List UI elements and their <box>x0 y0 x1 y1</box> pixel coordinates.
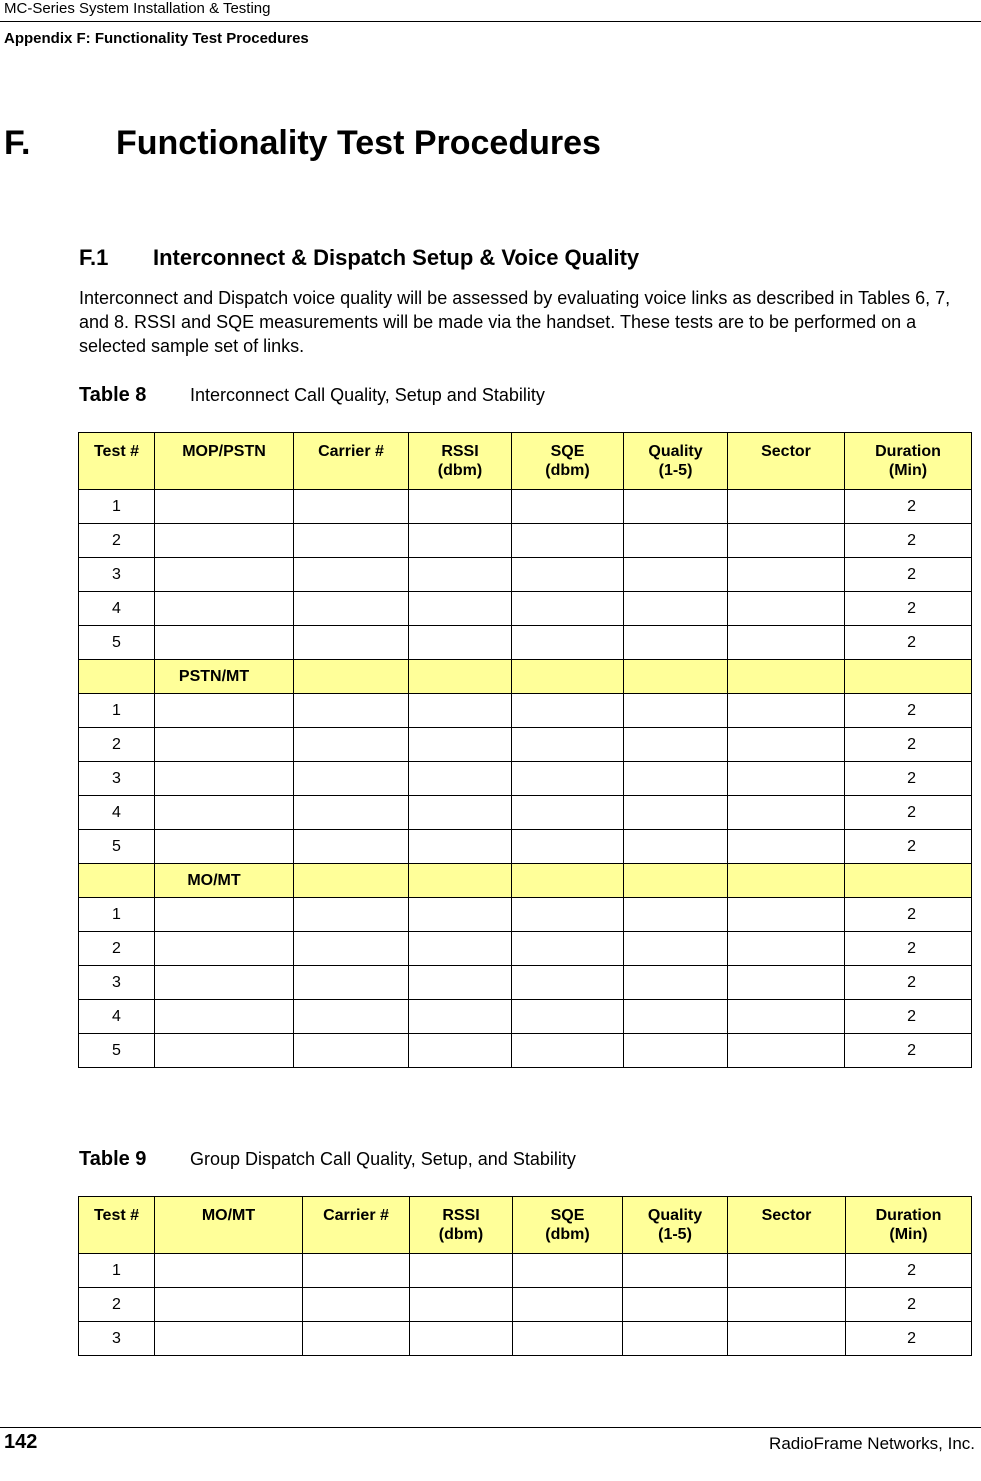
empty-cell <box>155 694 294 728</box>
intro-paragraph: Interconnect and Dispatch voice quality will be assessed by evaluating voice links as described in Tables 6, 7, and 8. RSSI and SQE measurements will be made via the handset. These tests are to be performed on a selected sample set of links. <box>79 288 951 356</box>
table9-caption <box>79 1148 576 1171</box>
empty-cell <box>623 1254 728 1288</box>
duration-cell: 2 <box>845 592 972 626</box>
empty-cell <box>728 932 845 966</box>
table8-group-row <box>79 660 972 694</box>
empty-cell <box>623 1288 728 1322</box>
table9-header-cell: RSSI (dbm) <box>410 1197 513 1254</box>
empty-cell <box>728 898 845 932</box>
table-row <box>79 898 972 932</box>
empty-cell <box>512 626 624 660</box>
empty-cell <box>728 592 845 626</box>
duration-cell: 2 <box>845 796 972 830</box>
test-number-cell: 1 <box>79 898 155 932</box>
empty-cell <box>728 864 845 898</box>
table-row <box>79 524 972 558</box>
empty-cell <box>79 864 155 898</box>
table8-header-cell: Sector <box>728 433 845 490</box>
empty-cell <box>294 694 409 728</box>
duration-cell: 2 <box>846 1322 972 1356</box>
page-number: 142 <box>4 1431 38 1453</box>
empty-cell <box>728 660 845 694</box>
section-number: F.1 <box>79 245 109 270</box>
empty-cell <box>512 762 624 796</box>
table8-header-cell: Duration (Min) <box>845 433 972 490</box>
section-heading <box>79 245 639 271</box>
table-row <box>79 1000 972 1034</box>
table9-header-cell: Sector <box>728 1197 846 1254</box>
empty-cell <box>409 932 512 966</box>
duration-cell: 2 <box>846 1288 972 1322</box>
test-number-cell: 3 <box>79 1322 155 1356</box>
test-number-cell: 2 <box>79 728 155 762</box>
empty-cell <box>155 762 294 796</box>
empty-cell <box>624 1034 728 1068</box>
empty-cell <box>728 728 845 762</box>
empty-cell <box>512 728 624 762</box>
empty-cell <box>512 1034 624 1068</box>
table8-header-cell: Quality (1-5) <box>624 433 728 490</box>
empty-cell <box>410 1254 513 1288</box>
empty-cell <box>409 728 512 762</box>
test-number-cell: 5 <box>79 830 155 864</box>
empty-cell <box>624 864 728 898</box>
section-title: Interconnect & Dispatch Setup & Voice Quality <box>153 245 640 270</box>
empty-cell <box>728 524 845 558</box>
table8-group-row <box>79 864 972 898</box>
test-number-cell: 3 <box>79 558 155 592</box>
chapter-title: Functionality Test Procedures <box>116 124 601 162</box>
empty-cell <box>294 1000 409 1034</box>
empty-cell <box>624 558 728 592</box>
table9-header-cell: MO/MT <box>155 1197 303 1254</box>
empty-cell <box>155 1254 303 1288</box>
duration-cell: 2 <box>845 966 972 1000</box>
group-label: MO/MT <box>155 864 294 898</box>
running-header-title: MC-Series System Installation & Testing <box>4 0 271 17</box>
chapter-heading <box>4 124 601 163</box>
duration-cell: 2 <box>845 558 972 592</box>
empty-cell <box>728 626 845 660</box>
header-rule <box>0 21 981 22</box>
empty-cell <box>294 558 409 592</box>
empty-cell <box>155 898 294 932</box>
empty-cell <box>728 1000 845 1034</box>
empty-cell <box>294 762 409 796</box>
empty-cell <box>410 1288 513 1322</box>
table-row <box>79 1034 972 1068</box>
table-row <box>79 490 972 524</box>
empty-cell <box>728 1288 846 1322</box>
table9-header-cell: Carrier # <box>303 1197 410 1254</box>
empty-cell <box>409 626 512 660</box>
empty-cell <box>512 932 624 966</box>
footer-rule <box>0 1427 981 1428</box>
empty-cell <box>294 898 409 932</box>
table9-header-cell: Quality (1-5) <box>623 1197 728 1254</box>
empty-cell <box>512 558 624 592</box>
group-label: PSTN/MT <box>155 660 294 694</box>
empty-cell <box>155 626 294 660</box>
table9-header-cell: Test # <box>79 1197 155 1254</box>
table-row <box>79 1254 972 1288</box>
empty-cell <box>512 1000 624 1034</box>
test-number-cell: 2 <box>79 932 155 966</box>
empty-cell <box>409 1000 512 1034</box>
empty-cell <box>624 694 728 728</box>
empty-cell <box>624 898 728 932</box>
duration-cell: 2 <box>845 524 972 558</box>
test-number-cell: 4 <box>79 592 155 626</box>
table-row <box>79 1288 972 1322</box>
empty-cell <box>409 762 512 796</box>
empty-cell <box>155 1000 294 1034</box>
empty-cell <box>155 592 294 626</box>
running-header-subtitle: Appendix F: Functionality Test Procedures <box>4 30 309 47</box>
duration-cell: 2 <box>845 898 972 932</box>
table9-header-row <box>79 1197 972 1254</box>
duration-cell: 2 <box>845 626 972 660</box>
table-row <box>79 1322 972 1356</box>
empty-cell <box>155 966 294 1000</box>
test-number-cell: 3 <box>79 966 155 1000</box>
empty-cell <box>155 1288 303 1322</box>
empty-cell <box>513 1322 623 1356</box>
empty-cell <box>303 1288 410 1322</box>
empty-cell <box>409 864 512 898</box>
table8-caption <box>79 384 545 407</box>
empty-cell <box>294 626 409 660</box>
table8-header-cell: RSSI (dbm) <box>409 433 512 490</box>
table-row <box>79 592 972 626</box>
table-row <box>79 728 972 762</box>
table8-title: Interconnect Call Quality, Setup and Stability <box>190 385 545 405</box>
duration-cell: 2 <box>845 1034 972 1068</box>
empty-cell <box>512 966 624 1000</box>
table-row <box>79 626 972 660</box>
test-number-cell: 4 <box>79 1000 155 1034</box>
empty-cell <box>624 626 728 660</box>
empty-cell <box>155 728 294 762</box>
empty-cell <box>624 932 728 966</box>
empty-cell <box>512 796 624 830</box>
test-number-cell: 1 <box>79 490 155 524</box>
empty-cell <box>728 490 845 524</box>
empty-cell <box>155 524 294 558</box>
empty-cell <box>294 932 409 966</box>
table-row <box>79 932 972 966</box>
empty-cell <box>512 660 624 694</box>
empty-cell <box>303 1322 410 1356</box>
empty-cell <box>155 1034 294 1068</box>
table-row <box>79 558 972 592</box>
empty-cell <box>409 660 512 694</box>
empty-cell <box>512 830 624 864</box>
test-number-cell: 5 <box>79 626 155 660</box>
empty-cell <box>409 558 512 592</box>
empty-cell <box>409 796 512 830</box>
empty-cell <box>624 660 728 694</box>
empty-cell <box>728 796 845 830</box>
table8-header-cell: Carrier # <box>294 433 409 490</box>
empty-cell <box>624 524 728 558</box>
empty-cell <box>728 1034 845 1068</box>
test-number-cell: 1 <box>79 694 155 728</box>
empty-cell <box>294 1034 409 1068</box>
empty-cell <box>513 1288 623 1322</box>
test-number-cell: 4 <box>79 796 155 830</box>
empty-cell <box>624 1000 728 1034</box>
table8-header-cell: MOP/PSTN <box>155 433 294 490</box>
empty-cell <box>512 898 624 932</box>
empty-cell <box>303 1254 410 1288</box>
empty-cell <box>155 932 294 966</box>
table-row <box>79 966 972 1000</box>
duration-cell: 2 <box>845 728 972 762</box>
table-row <box>79 830 972 864</box>
test-number-cell: 5 <box>79 1034 155 1068</box>
empty-cell <box>294 524 409 558</box>
empty-cell <box>79 660 155 694</box>
empty-cell <box>512 524 624 558</box>
empty-cell <box>624 966 728 1000</box>
table9 <box>78 1196 972 1356</box>
empty-cell <box>728 830 845 864</box>
table9-title: Group Dispatch Call Quality, Setup, and Stability <box>190 1149 576 1169</box>
empty-cell <box>294 592 409 626</box>
table8-header-row <box>79 433 972 490</box>
test-number-cell: 2 <box>79 524 155 558</box>
company-name: RadioFrame Networks, Inc. <box>769 1434 975 1453</box>
duration-cell: 2 <box>845 694 972 728</box>
empty-cell <box>728 1322 846 1356</box>
empty-cell <box>624 762 728 796</box>
empty-cell <box>294 660 409 694</box>
empty-cell <box>410 1322 513 1356</box>
empty-cell <box>728 558 845 592</box>
empty-cell <box>512 592 624 626</box>
empty-cell <box>409 694 512 728</box>
table8-header-cell: Test # <box>79 433 155 490</box>
table-row <box>79 694 972 728</box>
empty-cell <box>409 830 512 864</box>
duration-cell: 2 <box>845 932 972 966</box>
empty-cell <box>409 490 512 524</box>
empty-cell <box>294 796 409 830</box>
table9-header-cell: SQE (dbm) <box>513 1197 623 1254</box>
empty-cell <box>294 490 409 524</box>
empty-cell <box>294 966 409 1000</box>
empty-cell <box>513 1254 623 1288</box>
empty-cell <box>155 1322 303 1356</box>
empty-cell <box>624 490 728 524</box>
empty-cell <box>155 558 294 592</box>
empty-cell <box>845 660 972 694</box>
empty-cell <box>294 830 409 864</box>
table9-label: Table 9 <box>79 1148 147 1170</box>
empty-cell <box>624 592 728 626</box>
empty-cell <box>624 830 728 864</box>
empty-cell <box>512 490 624 524</box>
table-row <box>79 762 972 796</box>
duration-cell: 2 <box>845 1000 972 1034</box>
test-number-cell: 3 <box>79 762 155 796</box>
empty-cell <box>624 796 728 830</box>
empty-cell <box>845 864 972 898</box>
empty-cell <box>155 796 294 830</box>
empty-cell <box>409 898 512 932</box>
chapter-number: F. <box>4 124 31 162</box>
empty-cell <box>409 966 512 1000</box>
test-number-cell: 2 <box>79 1288 155 1322</box>
empty-cell <box>294 728 409 762</box>
test-number-cell: 1 <box>79 1254 155 1288</box>
duration-cell: 2 <box>845 490 972 524</box>
empty-cell <box>624 728 728 762</box>
duration-cell: 2 <box>845 830 972 864</box>
empty-cell <box>728 966 845 1000</box>
empty-cell <box>728 694 845 728</box>
table9-header-cell: Duration (Min) <box>846 1197 972 1254</box>
empty-cell <box>728 762 845 796</box>
table-row <box>79 796 972 830</box>
duration-cell: 2 <box>846 1254 972 1288</box>
table8-header-cell: SQE (dbm) <box>512 433 624 490</box>
empty-cell <box>155 490 294 524</box>
duration-cell: 2 <box>845 762 972 796</box>
table8-label: Table 8 <box>79 384 147 406</box>
empty-cell <box>409 524 512 558</box>
empty-cell <box>409 592 512 626</box>
empty-cell <box>512 694 624 728</box>
table8 <box>78 432 972 1068</box>
empty-cell <box>294 864 409 898</box>
empty-cell <box>155 830 294 864</box>
empty-cell <box>512 864 624 898</box>
empty-cell <box>728 1254 846 1288</box>
empty-cell <box>623 1322 728 1356</box>
empty-cell <box>409 1034 512 1068</box>
